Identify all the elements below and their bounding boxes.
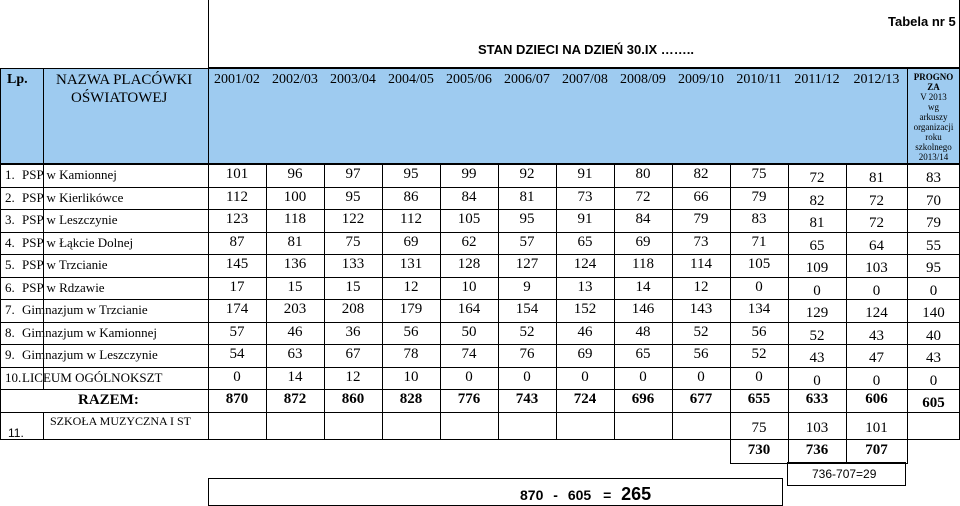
table-cell: 57	[519, 233, 535, 250]
prog-line-2: ZA	[927, 82, 940, 92]
table-cell: 131	[399, 256, 423, 272]
table-cell: 79	[751, 188, 767, 205]
table-cell: 95	[926, 260, 941, 276]
table-cell: 0	[929, 372, 938, 389]
table-cell: 129	[805, 305, 829, 321]
prog-line-1: PROGNO	[913, 72, 954, 82]
table-cell: 72	[635, 188, 651, 205]
table-cell: 74	[461, 346, 477, 362]
row-number: 10.	[5, 369, 22, 385]
table-cell: 81	[287, 233, 303, 250]
table-cell: 62	[461, 233, 477, 250]
title-frame	[208, 0, 960, 68]
table-cell: 0	[929, 282, 938, 299]
formula-op1: -	[553, 487, 558, 503]
year-header: 2005/06	[446, 72, 492, 87]
table-cell: 0	[872, 372, 881, 389]
total-cell: 724	[573, 391, 597, 407]
prog-line-9: 2013/14	[918, 152, 949, 162]
table-cell: 134	[747, 301, 771, 317]
table-cell: 154	[515, 301, 539, 317]
table-cell: 145	[225, 256, 249, 272]
table-cell: 50	[461, 323, 477, 340]
table-cell: 76	[519, 346, 535, 362]
col-border	[788, 439, 789, 463]
year-header: 2004/05	[388, 72, 434, 87]
table-cell: 75	[345, 233, 361, 250]
row-number: 3.	[5, 212, 15, 227]
table-cell: 0	[755, 278, 763, 295]
col-border	[730, 439, 731, 463]
col-border	[846, 164, 847, 439]
table-cell: 124	[573, 256, 597, 272]
row-number: 6.	[5, 279, 15, 295]
col-border	[0, 164, 1, 439]
table-cell: 208	[341, 301, 365, 317]
table-cell: 65	[635, 346, 651, 362]
row11-name: SZKOŁA MUZYCZNA I ST	[50, 413, 192, 428]
table-cell: 0	[581, 368, 589, 385]
row-border	[0, 439, 960, 440]
table-cell: 95	[519, 211, 535, 227]
table-cell: 81	[519, 188, 535, 205]
table-cell: 96	[287, 166, 303, 182]
sum-cell: 707	[865, 441, 888, 458]
table-cell: 52	[751, 346, 767, 362]
row11-cell: 101	[865, 419, 888, 436]
table-cell: 123	[225, 211, 249, 227]
row-number: 4.	[5, 234, 15, 250]
table-cell: 15	[345, 278, 361, 295]
formula-a: 870	[520, 487, 544, 503]
formula-box	[208, 478, 783, 506]
table-cell: 105	[457, 211, 481, 227]
table-cell: 0	[813, 372, 821, 389]
table-cell: 64	[869, 237, 884, 254]
total-cell: 870	[225, 391, 249, 407]
row-name: Gimnazjum w Kamionnej	[22, 324, 158, 340]
row-name: Gimnazjum w Trzcianie	[22, 302, 148, 317]
row-border	[0, 254, 960, 255]
row-name: PSP w Rdzawie	[22, 279, 105, 295]
table-cell: 73	[693, 233, 709, 250]
table-cell: 174	[225, 301, 249, 317]
table-cell: 48	[635, 323, 651, 340]
prog-line-3: V 2013	[920, 92, 947, 102]
table-cell: 9	[523, 278, 531, 295]
table-cell: 80	[635, 166, 651, 182]
table-cell: 83	[751, 211, 767, 227]
table-cell: 114	[690, 256, 712, 272]
row-name: LICEUM OGÓLNOKSZT	[22, 369, 163, 385]
table-cell: 84	[635, 211, 651, 227]
table-cell: 124	[865, 305, 888, 321]
table-cell: 72	[869, 215, 884, 231]
total-cell: 872	[283, 391, 307, 407]
row11-cell: 103	[805, 419, 829, 436]
total-label: RAZEM:	[78, 392, 139, 408]
table-cell: 0	[233, 368, 241, 385]
year-header: 2006/07	[504, 72, 550, 87]
row-number: 2.	[5, 189, 15, 205]
row-border	[0, 389, 960, 390]
table-cell: 52	[519, 323, 535, 340]
table-cell: 81	[869, 170, 884, 186]
col-border	[498, 164, 499, 439]
table-cell: 152	[573, 301, 597, 317]
table-cell: 54	[229, 346, 245, 362]
row-number: 7.	[5, 302, 15, 317]
col-border	[266, 164, 267, 439]
row-name: Gimnazjum w Leszczynie	[22, 347, 158, 362]
table-cell: 118	[632, 256, 654, 272]
table-cell: 65	[577, 233, 593, 250]
table-cell: 146	[631, 301, 655, 317]
col-border	[730, 164, 731, 439]
year-header: 2012/13	[853, 72, 900, 87]
year-header: 2008/09	[620, 72, 666, 87]
prog-line-7: roku	[925, 132, 942, 142]
row11-number: 11.	[8, 425, 24, 440]
total-cell: 633	[805, 391, 829, 407]
table-cell: 65	[809, 237, 825, 254]
table-cell: 100	[283, 188, 307, 205]
table-cell: 56	[403, 323, 419, 340]
col-border	[324, 164, 325, 439]
table-cell: 52	[693, 323, 709, 340]
row-border	[0, 322, 960, 323]
table-cell: 12	[345, 368, 361, 385]
formula-c: 265	[621, 484, 652, 504]
page-title: STAN DZIECI NA DZIEŃ 30.IX ……..	[478, 42, 694, 57]
table-cell: 83	[926, 170, 941, 186]
table-cell: 67	[345, 346, 361, 362]
row-name: PSP w Łąkcie Dolnej	[22, 234, 134, 250]
table-cell: 10	[461, 278, 477, 295]
table-cell: 12	[403, 278, 419, 295]
row-border	[0, 187, 960, 188]
table-cell: 164	[457, 301, 481, 317]
col-border	[907, 439, 908, 463]
table-cell: 75	[751, 166, 767, 182]
table-cell: 136	[283, 256, 307, 272]
table-cell: 57	[229, 323, 245, 340]
table-cell: 179	[399, 301, 423, 317]
table-cell: 71	[751, 233, 767, 250]
prog-line-8: szkolnego	[915, 142, 952, 152]
total-cell: 606	[865, 391, 888, 407]
row-number: 9.	[5, 347, 15, 362]
table-cell: 0	[813, 282, 821, 299]
table-cell: 127	[515, 256, 539, 272]
total-cell: 743	[515, 391, 539, 407]
total-cell: 677	[689, 391, 713, 407]
table-cell: 55	[926, 237, 941, 254]
table-cell: 95	[345, 188, 361, 205]
row11-cell: 75	[751, 419, 767, 436]
table-cell: 46	[577, 323, 593, 340]
table-cell: 10	[403, 368, 419, 385]
table-cell: 105	[747, 256, 771, 272]
table-cell: 112	[226, 188, 248, 205]
table-cell: 99	[461, 166, 477, 182]
col-border	[382, 164, 383, 439]
table-cell: 86	[403, 188, 419, 205]
table-cell: 73	[577, 188, 593, 205]
row-border	[0, 209, 960, 210]
row-border	[0, 232, 960, 233]
table-cell: 81	[809, 215, 825, 231]
row-border	[0, 412, 960, 413]
table-cell: 95	[403, 166, 419, 182]
table-cell: 70	[926, 192, 941, 209]
total-cell: 696	[631, 391, 655, 407]
total-cell: 655	[747, 391, 771, 407]
table-cell: 47	[869, 350, 884, 366]
table-cell: 101	[225, 166, 249, 182]
row-border	[0, 367, 960, 368]
formula-b: 605	[567, 487, 592, 503]
row-number: 8.	[5, 324, 15, 340]
col-name-header-2: OŚWIATOWEJ	[71, 90, 168, 106]
table-cell: 56	[751, 323, 767, 340]
table-cell: 128	[457, 256, 481, 272]
table-cell: 72	[809, 170, 825, 186]
row-number: 1.	[5, 167, 15, 182]
col-border	[846, 439, 847, 463]
table-cell: 15	[287, 278, 303, 295]
table-cell: 0	[639, 368, 647, 385]
table-cell: 133	[341, 256, 365, 272]
table-cell: 79	[693, 211, 709, 227]
table-cell: 203	[283, 301, 307, 317]
table-cell: 87	[229, 233, 245, 250]
table-cell: 78	[403, 346, 419, 362]
table-cell: 91	[577, 211, 593, 227]
table-cell: 109	[805, 260, 829, 276]
formula	[520, 484, 651, 505]
row-border	[0, 164, 960, 165]
row-name: PSP w Kierlikówce	[22, 189, 124, 205]
note: 736-707=29	[812, 467, 877, 481]
table-cell: 63	[287, 346, 303, 362]
year-header: 2011/12	[794, 72, 840, 87]
col-border	[208, 164, 209, 439]
year-header: 2010/11	[736, 72, 782, 87]
table-cell: 112	[400, 211, 422, 227]
table-cell: 0	[755, 368, 763, 385]
table-cell: 43	[809, 350, 825, 366]
table-cell: 0	[465, 368, 473, 385]
sum-cell: 730	[747, 441, 771, 458]
row-name: PSP w Kamionnej	[22, 167, 117, 182]
table-cell: 69	[577, 346, 593, 362]
table-cell: 84	[461, 188, 477, 205]
col-lp-header: Lp.	[7, 72, 28, 87]
sum-cell: 736	[805, 441, 829, 458]
row-border	[0, 299, 960, 300]
total-cell: 605	[922, 395, 945, 411]
prog-line-4: wg	[928, 102, 939, 112]
total-cell: 776	[457, 391, 481, 407]
table-cell: 43	[926, 350, 941, 366]
formula-op2: =	[603, 487, 612, 503]
col-name-header-1: NAZWA PLACÓWKI	[56, 72, 193, 88]
col-border	[43, 164, 44, 389]
table-cell: 17	[229, 278, 245, 295]
table-cell: 97	[345, 166, 361, 182]
table-cell: 118	[284, 211, 306, 227]
table-cell: 12	[693, 278, 709, 295]
table-cell: 13	[577, 278, 593, 295]
table-cell: 143	[689, 301, 713, 317]
total-cell: 828	[399, 391, 423, 407]
table-cell: 122	[341, 211, 365, 227]
table-cell: 0	[697, 368, 705, 385]
row-border	[0, 277, 960, 278]
table-cell: 0	[523, 368, 531, 385]
col-border	[907, 164, 908, 439]
table-label: Tabela nr 5	[888, 14, 956, 29]
col-border	[788, 164, 789, 439]
year-header: 2007/08	[562, 72, 608, 87]
table-cell: 79	[926, 215, 941, 231]
row-number: 5.	[5, 257, 15, 272]
table-cell: 36	[345, 323, 361, 340]
table-cell: 82	[809, 192, 825, 209]
table-cell: 69	[403, 233, 419, 250]
table-cell: 72	[869, 192, 884, 209]
table-cell: 140	[922, 305, 945, 321]
table-cell: 0	[872, 282, 881, 299]
prog-line-6: organizacji	[913, 122, 954, 132]
col-border	[672, 164, 673, 439]
table-cell: 103	[865, 260, 888, 276]
table-cell: 82	[693, 166, 709, 182]
table-cell: 56	[693, 346, 709, 362]
table-cell: 14	[635, 278, 651, 295]
table-cell: 14	[287, 368, 303, 385]
table-cell: 66	[693, 188, 709, 205]
year-header: 2009/10	[678, 72, 724, 87]
total-cell: 860	[341, 391, 365, 407]
year-header: 2002/03	[272, 72, 318, 87]
table-cell: 46	[287, 323, 303, 340]
year-header: 2003/04	[330, 72, 376, 87]
table-cell: 40	[926, 327, 941, 344]
prog-line-5: arkuszy	[919, 112, 948, 122]
year-header: 2001/02	[214, 72, 260, 87]
row-border	[0, 344, 960, 345]
table-cell: 43	[869, 327, 884, 344]
row-name: PSP w Trzcianie	[22, 257, 108, 272]
table-cell: 91	[577, 166, 593, 182]
table-cell: 52	[809, 327, 825, 344]
row-name: PSP w Leszczynie	[22, 212, 118, 227]
col-border	[43, 412, 44, 439]
col-border	[440, 164, 441, 439]
prognosis-header	[907, 72, 960, 162]
col-border	[614, 164, 615, 439]
col-border	[556, 164, 557, 439]
table-cell: 69	[635, 233, 651, 250]
table-cell: 92	[519, 166, 535, 182]
